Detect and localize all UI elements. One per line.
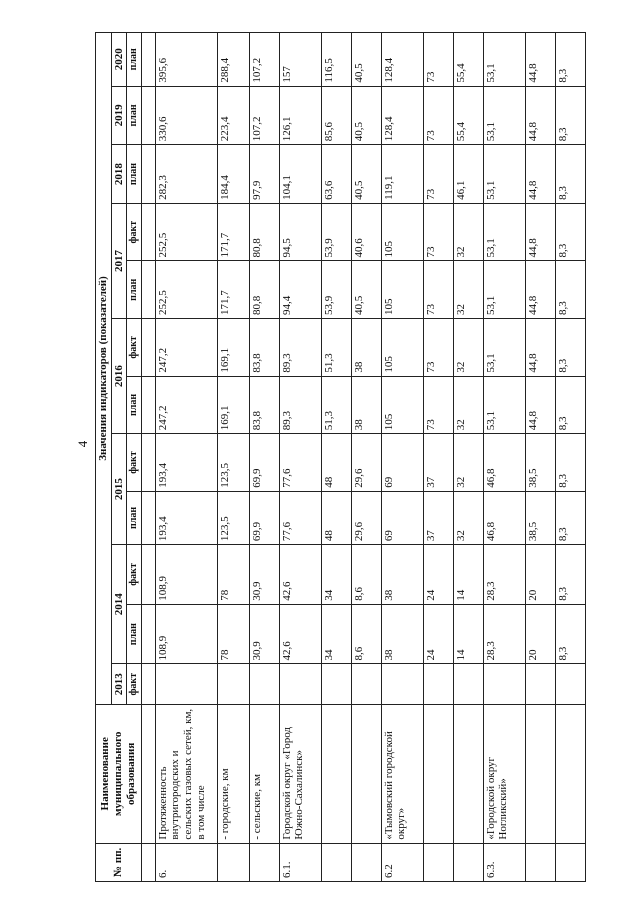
value-cell: 14 xyxy=(453,604,483,664)
value-cell: 20 xyxy=(525,604,555,664)
row-number xyxy=(249,843,279,881)
value-cell xyxy=(483,664,525,705)
value-cell xyxy=(321,664,351,705)
value-cell: 330,6 xyxy=(155,86,217,145)
table-row xyxy=(525,33,555,882)
value-cell: 78 xyxy=(217,545,249,605)
value-cell: 247,2 xyxy=(155,376,217,434)
row-number xyxy=(525,843,555,881)
table-row xyxy=(483,33,525,882)
value-cell: 94,4 xyxy=(279,261,321,319)
value-cell: 8,3 xyxy=(555,145,585,204)
value-cell: 252,5 xyxy=(155,261,217,319)
value-cell: 29,6 xyxy=(351,434,381,492)
value-cell: 8,3 xyxy=(555,545,585,605)
value-cell: 8,3 xyxy=(555,491,585,544)
value-cell: 105 xyxy=(381,261,423,319)
row-name xyxy=(351,705,381,844)
value-cell: 108,9 xyxy=(155,545,217,605)
table-row xyxy=(217,33,249,882)
header-year: 2018 xyxy=(111,145,127,204)
value-cell: 53,1 xyxy=(483,376,525,434)
header-sub: план xyxy=(127,491,142,544)
value-cell xyxy=(141,33,155,87)
value-cell: 37 xyxy=(423,491,453,544)
header-sub: план xyxy=(127,86,142,145)
value-cell: 123,5 xyxy=(217,434,249,492)
value-cell: 46,8 xyxy=(483,491,525,544)
value-cell: 44,8 xyxy=(525,319,555,377)
value-cell: 32 xyxy=(453,319,483,377)
value-cell: 44,8 xyxy=(525,376,555,434)
value-cell: 46,1 xyxy=(453,145,483,204)
row-name: Протяженность внутригородских и сельских газовых сетей, км, в том числе xyxy=(155,705,217,844)
value-cell: 123,5 xyxy=(217,491,249,544)
row-number: 6.1. xyxy=(279,843,321,881)
value-cell: 38 xyxy=(351,376,381,434)
row-number: 6. xyxy=(155,843,217,881)
value-cell: 44,8 xyxy=(525,261,555,319)
value-cell: 157 xyxy=(279,33,321,87)
value-cell: 46,8 xyxy=(483,434,525,492)
table-row xyxy=(155,33,217,882)
table-header xyxy=(96,33,142,882)
header-group: Значения индикаторов (показателей) xyxy=(96,33,112,705)
value-cell xyxy=(141,545,155,605)
table-row xyxy=(249,33,279,882)
value-cell: 171,7 xyxy=(217,203,249,261)
header-year: 2015 xyxy=(111,434,127,545)
value-cell: 40,6 xyxy=(351,203,381,261)
value-cell xyxy=(141,376,155,434)
row-number xyxy=(351,843,381,881)
value-cell: 105 xyxy=(381,319,423,377)
value-cell: 30,9 xyxy=(249,545,279,605)
value-cell: 83,8 xyxy=(249,319,279,377)
value-cell: 48 xyxy=(321,491,351,544)
value-cell: 38,5 xyxy=(525,434,555,492)
value-cell xyxy=(217,664,249,705)
value-cell: 193,4 xyxy=(155,434,217,492)
value-cell: 24 xyxy=(423,604,453,664)
value-cell: 169,1 xyxy=(217,376,249,434)
value-cell: 107,2 xyxy=(249,33,279,87)
table-row xyxy=(423,33,453,882)
row-name: - городские, км xyxy=(217,705,249,844)
value-cell xyxy=(141,664,155,705)
row-name xyxy=(555,705,585,844)
value-cell: 34 xyxy=(321,545,351,605)
table-row xyxy=(381,33,423,882)
value-cell: 128,4 xyxy=(381,86,423,145)
value-cell xyxy=(351,664,381,705)
value-cell: 77,6 xyxy=(279,434,321,492)
value-cell: 44,8 xyxy=(525,145,555,204)
value-cell: 69,9 xyxy=(249,434,279,492)
header-sub: факт xyxy=(127,203,142,261)
row-number xyxy=(423,843,453,881)
value-cell xyxy=(155,664,217,705)
value-cell: 73 xyxy=(423,33,453,87)
table-row xyxy=(555,33,585,882)
value-cell: 171,7 xyxy=(217,261,249,319)
value-cell xyxy=(141,434,155,492)
value-cell: 8,6 xyxy=(351,545,381,605)
table-row xyxy=(453,33,483,882)
row-name xyxy=(141,705,155,844)
value-cell: 8,3 xyxy=(555,319,585,377)
row-name: «Городской округ Ногликский» xyxy=(483,705,525,844)
header-sub: план xyxy=(127,145,142,204)
value-cell xyxy=(423,664,453,705)
value-cell: 80,8 xyxy=(249,261,279,319)
value-cell: 38 xyxy=(381,545,423,605)
value-cell xyxy=(141,319,155,377)
value-cell xyxy=(381,664,423,705)
value-cell: 104,1 xyxy=(279,145,321,204)
value-cell: 20 xyxy=(525,545,555,605)
value-cell: 252,5 xyxy=(155,203,217,261)
row-number xyxy=(217,843,249,881)
value-cell: 73 xyxy=(423,203,453,261)
value-cell: 30,9 xyxy=(249,604,279,664)
value-cell: 184,4 xyxy=(217,145,249,204)
value-cell: 40,5 xyxy=(351,145,381,204)
value-cell: 38 xyxy=(381,604,423,664)
header-year: 2020 xyxy=(111,33,127,87)
value-cell: 8,3 xyxy=(555,604,585,664)
table-row xyxy=(141,33,155,882)
header-sub: факт xyxy=(127,664,142,705)
header-sub: план xyxy=(127,261,142,319)
row-name: «Тымовский городской округ» xyxy=(381,705,423,844)
header-year: 2017 xyxy=(111,203,127,318)
row-name xyxy=(453,705,483,844)
value-cell: 395,6 xyxy=(155,33,217,87)
value-cell: 38,5 xyxy=(525,491,555,544)
value-cell: 247,2 xyxy=(155,319,217,377)
value-cell xyxy=(141,145,155,204)
table-row xyxy=(321,33,351,882)
value-cell: 78 xyxy=(217,604,249,664)
value-cell: 53,1 xyxy=(483,261,525,319)
value-cell: 42,6 xyxy=(279,604,321,664)
value-cell: 28,3 xyxy=(483,545,525,605)
value-cell: 44,8 xyxy=(525,33,555,87)
header-year: 2016 xyxy=(111,319,127,434)
value-cell xyxy=(141,261,155,319)
header-year: 2019 xyxy=(111,86,127,145)
value-cell xyxy=(279,664,321,705)
header-sub: план xyxy=(127,604,142,664)
value-cell: 51,3 xyxy=(321,376,351,434)
value-cell: 85,6 xyxy=(321,86,351,145)
value-cell: 128,4 xyxy=(381,33,423,87)
row-name: Городской округ «Город Южно-Сахалинск» xyxy=(279,705,321,844)
value-cell: 53,1 xyxy=(483,86,525,145)
value-cell: 53,1 xyxy=(483,319,525,377)
value-cell: 51,3 xyxy=(321,319,351,377)
value-cell xyxy=(249,664,279,705)
value-cell: 69 xyxy=(381,491,423,544)
page-number: 4 xyxy=(75,440,90,448)
value-cell: 80,8 xyxy=(249,203,279,261)
value-cell: 108,9 xyxy=(155,604,217,664)
value-cell: 223,4 xyxy=(217,86,249,145)
value-cell: 105 xyxy=(381,203,423,261)
value-cell: 24 xyxy=(423,545,453,605)
value-cell: 28,3 xyxy=(483,604,525,664)
value-cell: 8,3 xyxy=(555,203,585,261)
table-body xyxy=(141,33,585,882)
value-cell: 8,3 xyxy=(555,434,585,492)
value-cell: 69 xyxy=(381,434,423,492)
value-cell: 53,9 xyxy=(321,261,351,319)
row-number xyxy=(321,843,351,881)
value-cell: 8,3 xyxy=(555,376,585,434)
value-cell: 193,4 xyxy=(155,491,217,544)
value-cell: 8,6 xyxy=(351,604,381,664)
row-number xyxy=(453,843,483,881)
row-number: 6.3. xyxy=(483,843,525,881)
value-cell: 40,5 xyxy=(351,33,381,87)
indicators-table xyxy=(95,32,586,882)
value-cell: 94,5 xyxy=(279,203,321,261)
row-number: 6.2 xyxy=(381,843,423,881)
row-name: - сельские, км xyxy=(249,705,279,844)
value-cell: 55,4 xyxy=(453,86,483,145)
value-cell: 119,1 xyxy=(381,145,423,204)
value-cell: 73 xyxy=(423,261,453,319)
value-cell: 37 xyxy=(423,434,453,492)
row-name xyxy=(525,705,555,844)
header-sub: план xyxy=(127,33,142,87)
value-cell: 40,5 xyxy=(351,86,381,145)
header-sub: факт xyxy=(127,319,142,377)
value-cell xyxy=(141,86,155,145)
value-cell: 34 xyxy=(321,604,351,664)
table-row xyxy=(279,33,321,882)
value-cell: 40,5 xyxy=(351,261,381,319)
value-cell: 77,6 xyxy=(279,491,321,544)
value-cell xyxy=(555,664,585,705)
value-cell: 14 xyxy=(453,545,483,605)
value-cell: 32 xyxy=(453,376,483,434)
value-cell xyxy=(141,203,155,261)
row-name xyxy=(321,705,351,844)
table-row xyxy=(351,33,381,882)
row-number xyxy=(555,843,585,881)
value-cell: 116,5 xyxy=(321,33,351,87)
header-year: 2013 xyxy=(111,664,127,705)
value-cell: 126,1 xyxy=(279,86,321,145)
value-cell: 48 xyxy=(321,434,351,492)
header-year: 2014 xyxy=(111,545,127,664)
value-cell: 8,3 xyxy=(555,261,585,319)
value-cell: 29,6 xyxy=(351,491,381,544)
value-cell xyxy=(141,491,155,544)
value-cell: 73 xyxy=(423,376,453,434)
value-cell: 282,3 xyxy=(155,145,217,204)
value-cell: 83,8 xyxy=(249,376,279,434)
value-cell: 55,4 xyxy=(453,33,483,87)
value-cell: 32 xyxy=(453,261,483,319)
value-cell: 44,8 xyxy=(525,86,555,145)
value-cell: 107,2 xyxy=(249,86,279,145)
value-cell: 97,9 xyxy=(249,145,279,204)
value-cell: 8,3 xyxy=(555,86,585,145)
value-cell: 89,3 xyxy=(279,376,321,434)
value-cell xyxy=(525,664,555,705)
value-cell: 105 xyxy=(381,376,423,434)
value-cell: 69,9 xyxy=(249,491,279,544)
value-cell: 42,6 xyxy=(279,545,321,605)
value-cell: 288,4 xyxy=(217,33,249,87)
header-sub: факт xyxy=(127,434,142,492)
value-cell: 53,1 xyxy=(483,203,525,261)
row-number xyxy=(141,843,155,881)
value-cell: 53,1 xyxy=(483,33,525,87)
header-name: Наименование муниципального образования xyxy=(96,705,142,844)
value-cell: 73 xyxy=(423,319,453,377)
value-cell: 73 xyxy=(423,86,453,145)
value-cell: 32 xyxy=(453,203,483,261)
value-cell: 38 xyxy=(351,319,381,377)
rotated-table-wrapper xyxy=(95,32,585,882)
value-cell: 53,1 xyxy=(483,145,525,204)
header-num: № пп. xyxy=(96,843,142,881)
value-cell: 32 xyxy=(453,491,483,544)
value-cell: 44,8 xyxy=(525,203,555,261)
header-sub: факт xyxy=(127,545,142,605)
value-cell: 89,3 xyxy=(279,319,321,377)
value-cell: 8,3 xyxy=(555,33,585,87)
value-cell xyxy=(141,604,155,664)
value-cell xyxy=(453,664,483,705)
value-cell: 32 xyxy=(453,434,483,492)
value-cell: 73 xyxy=(423,145,453,204)
value-cell: 169,1 xyxy=(217,319,249,377)
value-cell: 63,6 xyxy=(321,145,351,204)
header-sub: план xyxy=(127,376,142,434)
row-name xyxy=(423,705,453,844)
value-cell: 53,9 xyxy=(321,203,351,261)
